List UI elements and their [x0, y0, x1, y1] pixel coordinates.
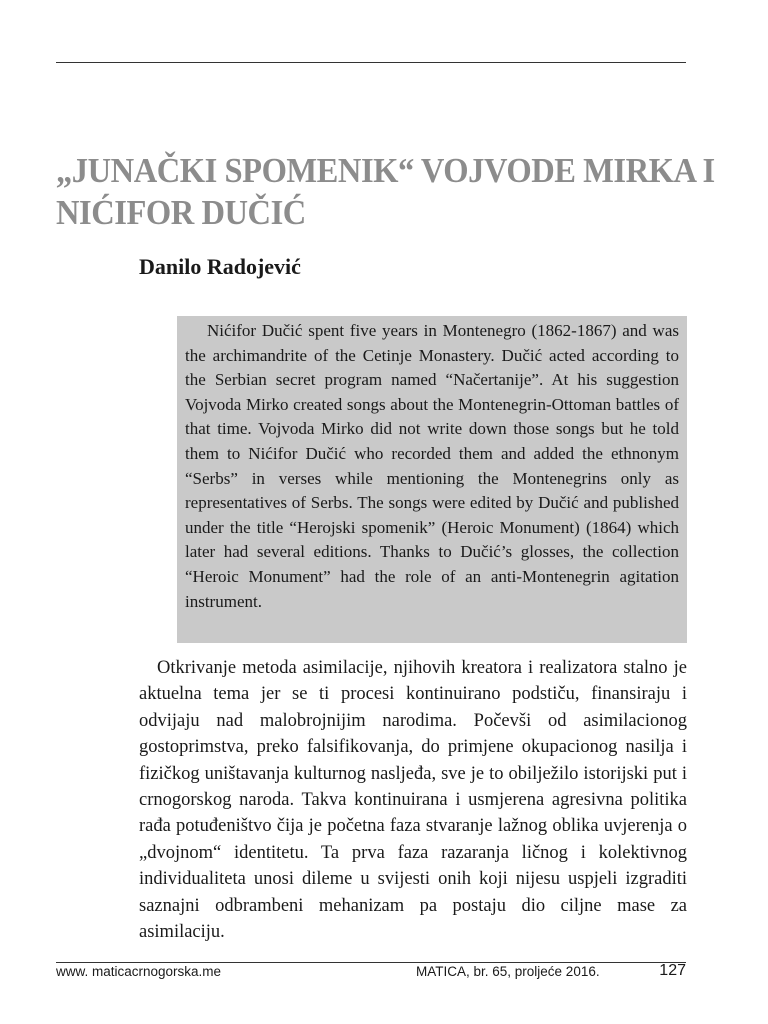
body-text [139, 655, 687, 945]
footer-website: www. maticacrnogorska.me [56, 964, 222, 979]
title-line-2: NIĆIFOR DUČIĆ [56, 193, 306, 232]
header-rule [56, 62, 686, 63]
page-number: 127 [659, 962, 686, 979]
body-paragraph: Otkrivanje metoda asimilacije, njihovih kreatora i realizatora stalno je aktuelna tema jer se ti procesi kontinuirano podstiču, finansiraju i odvijaju nad malobrojnijim narodima. Počevši od asimilacionog gostoprimstva, preko falsifikovanja, do primjene okupacionog nasilja i fizičkog uništavanja kulturnog nasljeđa, sve je to obilježilo istorijski put i crnogorskog naroda. Takva kontinuirana i usmjerena agresivna politika rađa potuđeništvo čija je početna faza stvaranje lažnog oblika uvjerenja o „dvojnom“ identitetu. Ta prva faza razaranja ličnog i kolektivnog individualiteta unosi dileme u svijesti onih koji nijesu uspjeli izgraditi saznajni odbrambeni mehanizam pa postaju dio ciljne mase za asimilaciju. [139, 658, 687, 943]
footer-rule [56, 962, 686, 963]
abstract-box [177, 316, 687, 643]
footer-journal: MATICA, br. 65, proljeće 2016. [416, 964, 600, 979]
author-name: Danilo Radojević [139, 254, 301, 279]
abstract-text: Nićifor Dučić spent five years in Montenegro (1862-1867) and was the archimandrite of the Cetinje Monastery. Dučić acted according to the Serbian secret program named “Načertanije”. At his suggestion Vojvoda Mirko created songs about the Montenegrin-Ottoman battles of that time. Vojvoda Mirko did not write down those songs but he told them to Nićifor Dučić who recorded them and added the ethnonym “Serbs” in verses while mentioning the Montenegrins only as representatives of Serbs. The songs were edited by Dučić and published under the title “Herojski spomenik” (Heroic Monument) (1864) which later had several editions. Thanks to Dučić’s glosses, the collection “Heroic Monument” had the role of an anti-Montenegrin agitation instrument. [185, 321, 679, 611]
title-line-1: „JUNAČKI SPOMENIK“ VOJVODE MIRKA I [56, 151, 715, 190]
article-title [56, 150, 715, 234]
